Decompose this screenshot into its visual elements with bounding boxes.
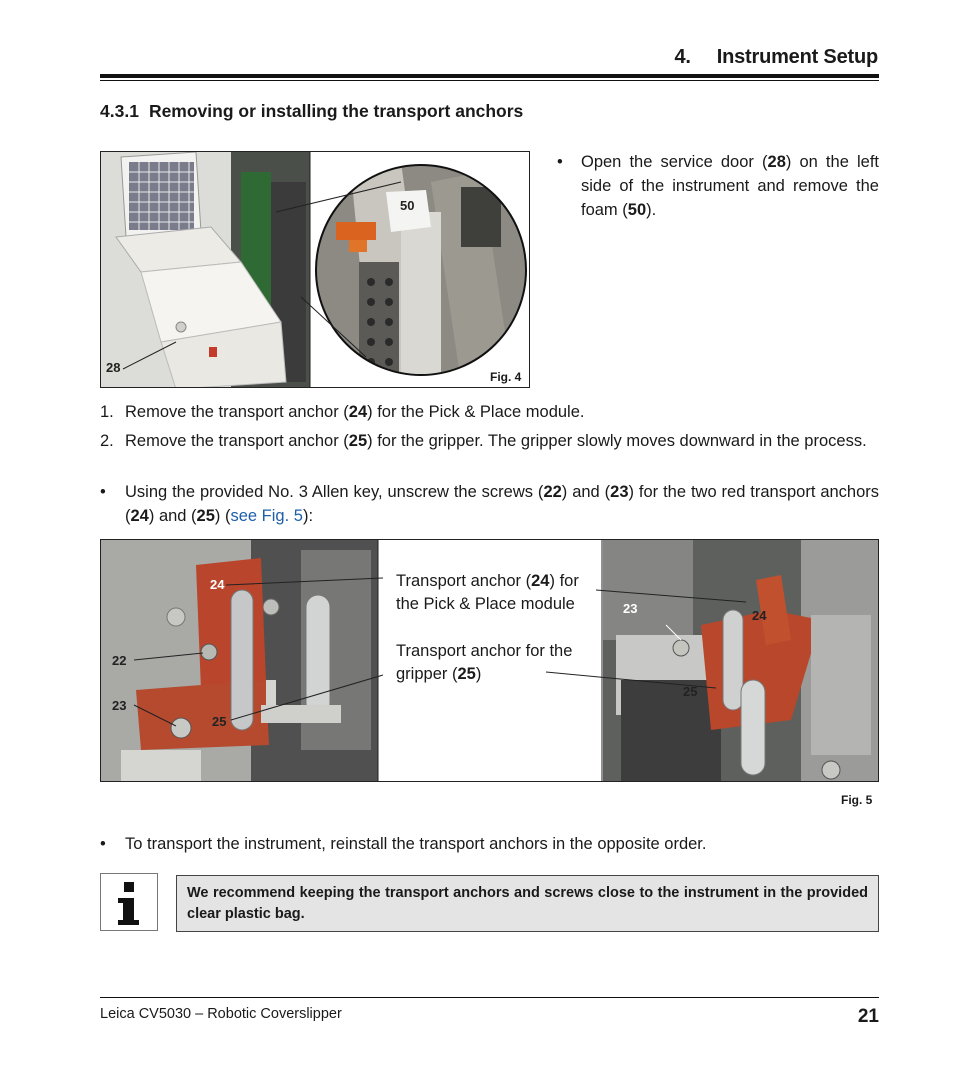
info-note: We recommend keeping the transport anchors and screws close to the instrument in the provided clear plastic bag.	[176, 875, 879, 932]
step-1	[100, 400, 879, 424]
header-rule-thin	[100, 80, 879, 81]
chapter-title	[674, 46, 878, 69]
final-bullet-text: To transport the instrument, reinstall the transport anchors in the opposite order.	[125, 835, 707, 853]
section-title: Removing or installing the transport anchors	[148, 101, 524, 121]
caption-gripper: Transport anchor for the gripper (25)	[396, 642, 573, 683]
bullet-marker: •	[100, 835, 106, 853]
final-bullet	[100, 832, 879, 856]
step-marker: 2.	[100, 432, 114, 450]
callout-anchor-gripper: 25	[212, 714, 227, 729]
callout-foam: 50	[400, 198, 415, 213]
bullet-marker: •	[100, 483, 106, 501]
step-2	[100, 429, 879, 453]
page-number: 21	[857, 1006, 879, 1027]
step-2-text: Remove the transport anchor (25) for the gripper. The gripper slowly moves downward in the process.	[125, 432, 867, 450]
header-rule-thick	[100, 74, 879, 78]
step-bullet-text: Using the provided No. 3 Allen key, unscrew the screws (22) and (23) for the two red transport anchors (24) and (25) (see Fig. 5):	[125, 483, 880, 525]
step-marker: 1.	[100, 403, 114, 421]
intro-bullet-text: Open the service door (28) on the left side of the instrument and remove the foam (50).	[581, 153, 879, 219]
figure-5-label: Fig. 5	[841, 793, 873, 807]
figure-4-illustration	[101, 152, 530, 388]
callout-screw-22: 22	[112, 653, 127, 668]
step-1-text: Remove the transport anchor (24) for the Pick & Place module.	[125, 403, 585, 421]
section-heading	[100, 101, 523, 122]
figure-4	[100, 151, 530, 388]
info-icon	[100, 873, 158, 931]
callout-screw-23: 23	[112, 698, 127, 713]
see-fig5-link[interactable]: see Fig. 5	[230, 507, 303, 525]
chapter-number: 4.	[674, 46, 691, 68]
callout-screw-23-right: 23	[623, 601, 638, 616]
intro-bullet	[557, 150, 879, 222]
section-number: 4.3.1	[100, 101, 139, 121]
figure-4-label: Fig. 4	[490, 370, 522, 384]
callout-door: 28	[106, 360, 121, 375]
footer-product: Leica CV5030 – Robotic Coverslipper	[100, 1006, 342, 1022]
callout-anchor-gripper-right: 25	[683, 684, 698, 699]
caption-pick-place: Transport anchor (24) for the Pick & Place module	[396, 572, 579, 613]
step-bullet	[100, 480, 879, 528]
chapter-title-text: Instrument Setup	[716, 46, 878, 68]
footer-rule	[100, 997, 879, 998]
bullet-marker: •	[557, 153, 563, 171]
callout-anchor-pick: 24	[210, 577, 225, 592]
callout-anchor-pick-right: 24	[752, 608, 767, 623]
